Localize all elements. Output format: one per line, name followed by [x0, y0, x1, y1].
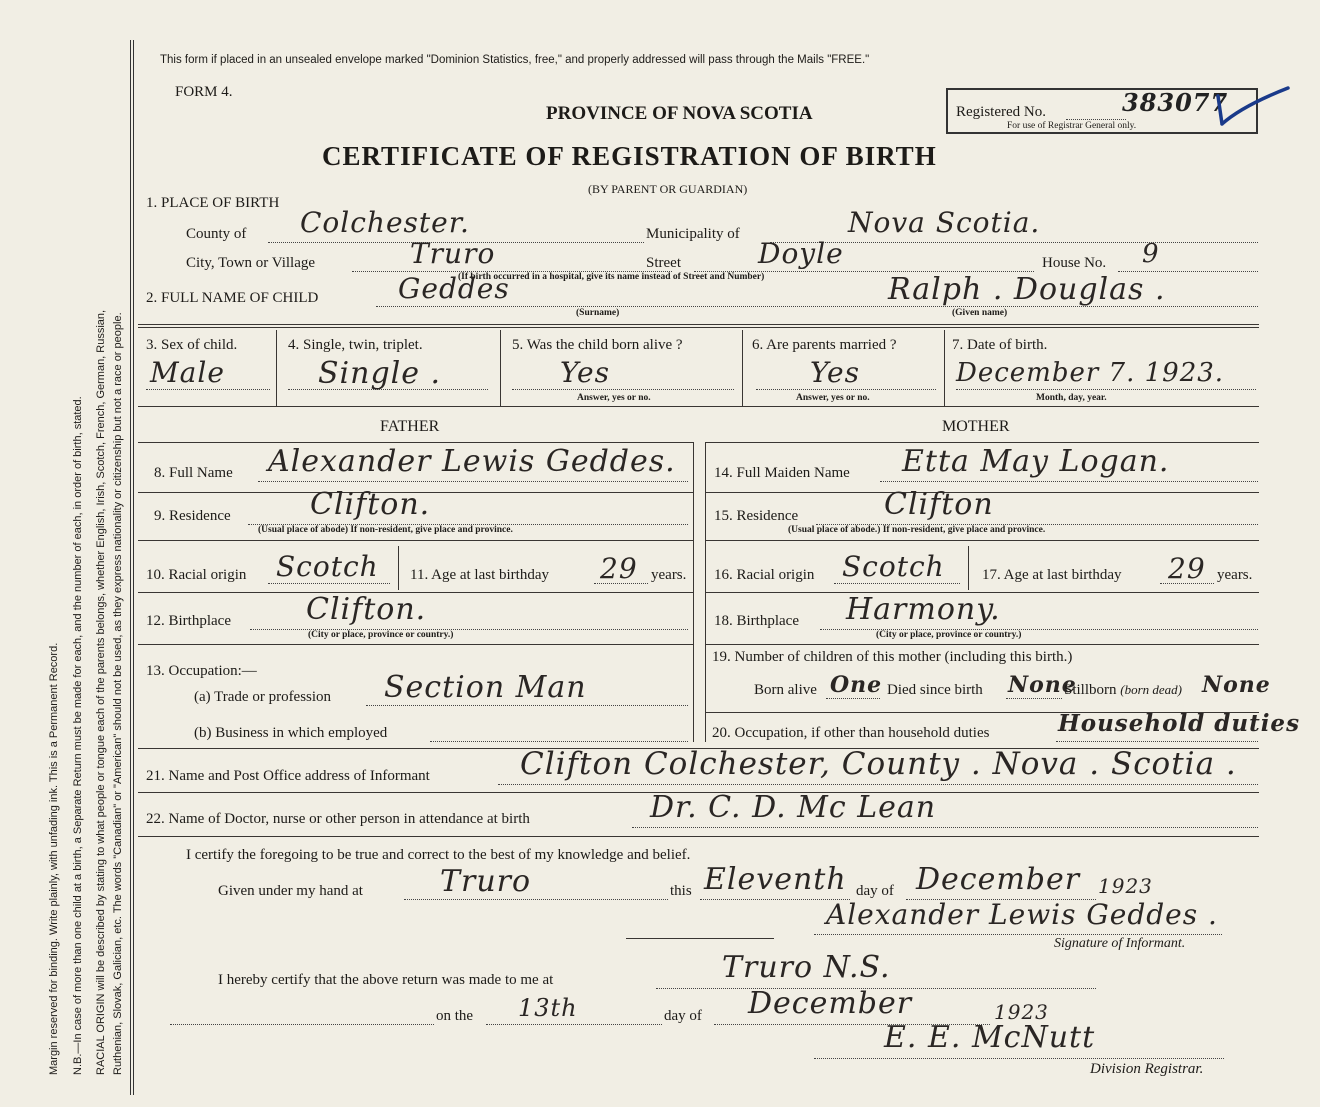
stillborn-label-text: Stillborn [1064, 682, 1117, 698]
division-registrar-label: Division Registrar. [1090, 1061, 1204, 1077]
given-place-value: Truro [440, 864, 532, 899]
mother-age-value: 29 [1168, 552, 1206, 585]
given-under-hand-label: Given under my hand at [218, 883, 363, 899]
city-value: Truro [410, 237, 496, 270]
surname-note: (Surname) [576, 308, 620, 318]
binding-margin-rule [130, 40, 134, 1095]
mother-name-label: 14. Full Maiden Name [714, 465, 850, 481]
margin-binding-note: Margin reserved for binding. Write plainly, with unfading ink. This is a Permanent Record. [48, 642, 60, 1075]
registrar-day-value: 13th [518, 994, 578, 1022]
registrar-use-note: For use of Registrar General only. [1007, 121, 1137, 131]
registrar-place-value: Truro N.S. [722, 950, 891, 985]
mother-birthplace-label: 18. Birthplace [714, 613, 799, 629]
child-name-label: 2. FULL NAME OF CHILD [146, 290, 319, 306]
born-alive-count-label: Born alive [754, 682, 817, 698]
informant-signature-label: Signature of Informant. [1054, 936, 1186, 951]
registrar-statement: I hereby certify that the above return was made to me at [218, 972, 554, 988]
mother-racial-origin-value: Scotch [842, 550, 945, 583]
father-name-label: 8. Full Name [154, 465, 233, 481]
registrar-month-value: December [748, 986, 913, 1021]
died-since-birth-label: Died since birth [887, 682, 983, 698]
margin-nationality-note: Ruthenian, Slovak, Galician, etc. The words "Canadian" or "American" should not be used, as they express nationality or citizenship but not a race or people. [112, 312, 124, 1075]
birth-type-label: 4. Single, twin, triplet. [288, 337, 423, 353]
check-mark-icon [1212, 84, 1292, 134]
mother-age-unit: years. [1217, 567, 1253, 583]
date-of-birth-label: 7. Date of birth. [952, 337, 1048, 353]
mail-notice: This form if placed in an unsealed envelope marked "Dominion Statistics, free," and properly addressed will pass through the Mails "FREE." [160, 54, 870, 66]
county-label: County of [186, 226, 247, 242]
registrar-signature-value: E. E. McNutt [884, 1020, 1096, 1055]
informant-value: Clifton Colchester, County . Nova . Scotia . [520, 746, 1237, 782]
mother-birthplace-note: (City or place, province or country.) [876, 630, 1022, 640]
certification-statement: I certify the foregoing to be true and correct to the best of my knowledge and belief. [186, 847, 691, 863]
registrar-year-value: 1923 [994, 1000, 1049, 1024]
province-heading: PROVINCE OF NOVA SCOTIA [546, 103, 813, 124]
trade-value: Section Man [384, 670, 587, 705]
parents-married-value: Yes [810, 356, 860, 389]
died-since-birth-value: None [1008, 672, 1077, 698]
registered-number-label: Registered No. [956, 104, 1046, 120]
mother-residence-note: (Usual place of abode.) If non-resident, give place and province. [788, 525, 1046, 535]
mother-residence-label: 15. Residence [714, 508, 799, 524]
county-value: Colchester. [300, 206, 470, 239]
registered-number-value: 383077 [1122, 88, 1229, 117]
mother-occupation-value: Household duties [1058, 710, 1301, 737]
father-age-value: 29 [600, 552, 638, 585]
informant-signature-value: Alexander Lewis Geddes . [826, 898, 1218, 931]
born-alive-label: 5. Was the child born alive ? [512, 337, 683, 353]
father-residence-value: Clifton. [310, 487, 431, 522]
parents-married-note: Answer, yes or no. [796, 393, 870, 403]
street-value: Doyle [758, 237, 844, 270]
father-birthplace-label: 12. Birthplace [146, 613, 231, 629]
certification-month-value: December [916, 862, 1081, 897]
certification-day-value: Eleventh [704, 862, 847, 897]
house-number-value: 9 [1142, 239, 1160, 269]
mother-occupation-label: 20. Occupation, if other than household duties [712, 725, 990, 741]
date-of-birth-note: Month, day, year. [1036, 393, 1107, 403]
certification-year-value: 1923 [1098, 874, 1153, 898]
hospital-note: (If birth occurred in a hospital, give its name instead of Street and Number) [458, 272, 765, 282]
municipality-value: Nova Scotia. [848, 206, 1041, 239]
registrar-day-of-label: day of [664, 1008, 702, 1024]
father-residence-note: (Usual place of abode) If non-resident, give place and province. [258, 525, 513, 535]
father-occupation-label: 13. Occupation:— [146, 663, 257, 679]
father-residence-label: 9. Residence [154, 508, 231, 524]
children-count-label: 19. Number of children of this mother (including this birth.) [712, 649, 1073, 665]
page-title: CERTIFICATE OF REGISTRATION OF BIRTH [322, 141, 937, 171]
business-label: (b) Business in which employed [194, 725, 388, 741]
parents-married-label: 6. Are parents married ? [752, 337, 897, 353]
father-birthplace-value: Clifton. [306, 592, 427, 627]
informant-label: 21. Name and Post Office address of Informant [146, 768, 430, 784]
father-racial-origin-value: Scotch [276, 550, 379, 583]
municipality-label: Municipality of [646, 226, 740, 242]
child-surname-value: Geddes [398, 272, 510, 305]
date-of-birth-value: December 7. 1923. [956, 358, 1225, 388]
form-number: FORM 4. [175, 84, 233, 100]
house-number-label: House No. [1042, 255, 1107, 271]
mother-heading: MOTHER [942, 418, 1010, 435]
this-label: this [670, 883, 692, 899]
page-subtitle: (BY PARENT OR GUARDIAN) [588, 182, 748, 196]
stillborn-label [1064, 682, 1182, 699]
day-of-label: day of [856, 883, 894, 899]
born-alive-value: Yes [560, 356, 610, 389]
margin-racial-origin-note: RACIAL ORIGIN will be described by stating to what people or tongue each of the parents belongs, whether English, Irish, Scotch, French, German, Russian, [95, 309, 107, 1075]
born-alive-note: Answer, yes or no. [577, 393, 651, 403]
father-racial-origin-label: 10. Racial origin [146, 567, 247, 583]
father-age-label: 11. Age at last birthday [410, 567, 549, 583]
street-label: Street [646, 255, 681, 271]
doctor-label: 22. Name of Doctor, nurse or other person in attendance at birth [146, 811, 530, 827]
stillborn-value: None [1202, 672, 1271, 698]
mother-residence-value: Clifton [884, 487, 994, 522]
mother-age-label: 17. Age at last birthday [982, 567, 1122, 583]
doctor-value: Dr. C. D. Mc Lean [650, 790, 937, 825]
trade-label: (a) Trade or profession [194, 689, 332, 705]
city-label: City, Town or Village [186, 255, 316, 271]
stillborn-note: (born dead) [1120, 682, 1183, 697]
mother-racial-origin-label: 16. Racial origin [714, 567, 815, 583]
sex-label: 3. Sex of child. [146, 337, 238, 353]
born-alive-count-value: One [830, 672, 883, 698]
father-name-value: Alexander Lewis Geddes. [268, 444, 676, 479]
given-name-note: (Given name) [952, 308, 1008, 318]
mother-birthplace-value: Harmony. [846, 592, 1001, 627]
child-given-name-value: Ralph . Douglas . [888, 272, 1166, 307]
place-of-birth-label: 1. PLACE OF BIRTH [146, 195, 280, 211]
margin-multiple-birth-note: N.B.—In case of more than one child at a birth, a Separate Return must be made for each, and the number of each, in order of birth, stated. [72, 396, 84, 1075]
on-the-label: on the [436, 1008, 474, 1024]
sex-value: Male [150, 356, 225, 389]
birth-type-value: Single . [318, 356, 442, 391]
father-heading: FATHER [380, 418, 440, 435]
father-birthplace-note: (City or place, province or country.) [308, 630, 454, 640]
father-age-unit: years. [651, 567, 687, 583]
mother-name-value: Etta May Logan. [902, 444, 1170, 479]
